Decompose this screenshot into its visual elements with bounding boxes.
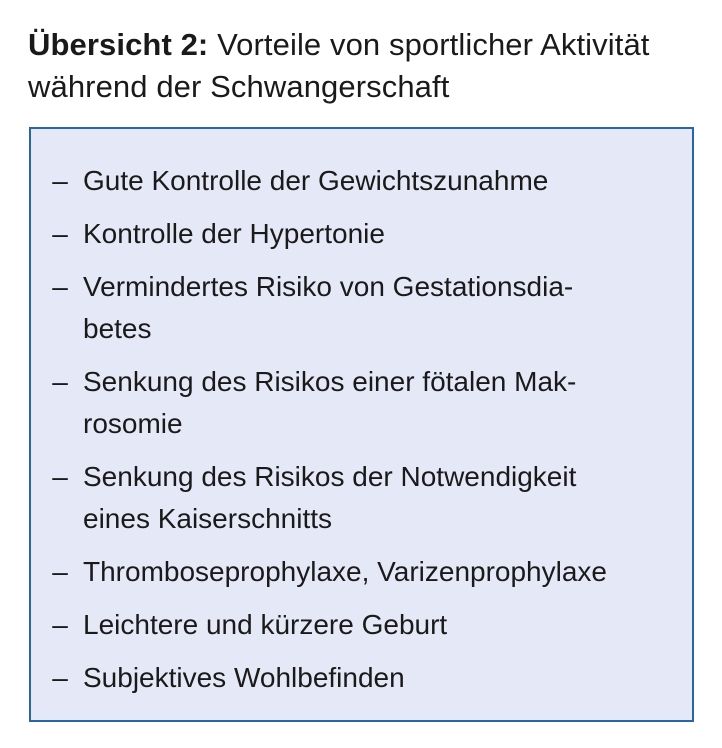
- dash-bullet: –: [52, 662, 68, 693]
- benefit-item-birth: [31, 604, 692, 646]
- dash-bullet: –: [52, 461, 68, 492]
- benefit-text: Senkung des Risikos einer fötalen Mak- rosomie: [83, 366, 577, 439]
- overview-title: [28, 24, 708, 108]
- benefit-item-macrosomia: [31, 361, 692, 445]
- dash-bullet: –: [52, 556, 68, 587]
- benefit-item-gestational-diabetes: [31, 266, 692, 350]
- benefit-item-caesarean: [31, 456, 692, 540]
- benefit-text: Subjektives Wohlbefinden: [83, 662, 405, 693]
- benefit-item-prophylaxis: [31, 551, 692, 593]
- dash-bullet: –: [52, 609, 68, 640]
- overview-heading-text: Vorteile von sportlicher Aktivität während der Schwangerschaft: [28, 27, 650, 104]
- benefits-box: [29, 127, 694, 722]
- dash-bullet: –: [52, 165, 68, 196]
- benefit-text: Senkung des Risikos der Notwendigkeit eines Kaiserschnitts: [83, 461, 577, 534]
- benefit-text: Leichtere und kürzere Geburt: [83, 609, 448, 640]
- overview-label: Übersicht 2:: [28, 27, 209, 62]
- benefit-item-weight-gain: [31, 160, 692, 202]
- benefit-text: Kontrolle der Hypertonie: [83, 218, 385, 249]
- dash-bullet: –: [52, 218, 68, 249]
- benefits-list: [31, 160, 692, 710]
- benefit-text: Thromboseprophylaxe, Varizenprophylaxe: [83, 556, 607, 587]
- benefit-text: Vermindertes Risiko von Gestationsdia- betes: [83, 271, 574, 344]
- benefit-item-wellbeing: [31, 657, 692, 699]
- benefit-item-hypertension: [31, 213, 692, 255]
- benefit-text: Gute Kontrolle der Gewichtszunahme: [83, 165, 549, 196]
- dash-bullet: –: [52, 271, 68, 302]
- dash-bullet: –: [52, 366, 68, 397]
